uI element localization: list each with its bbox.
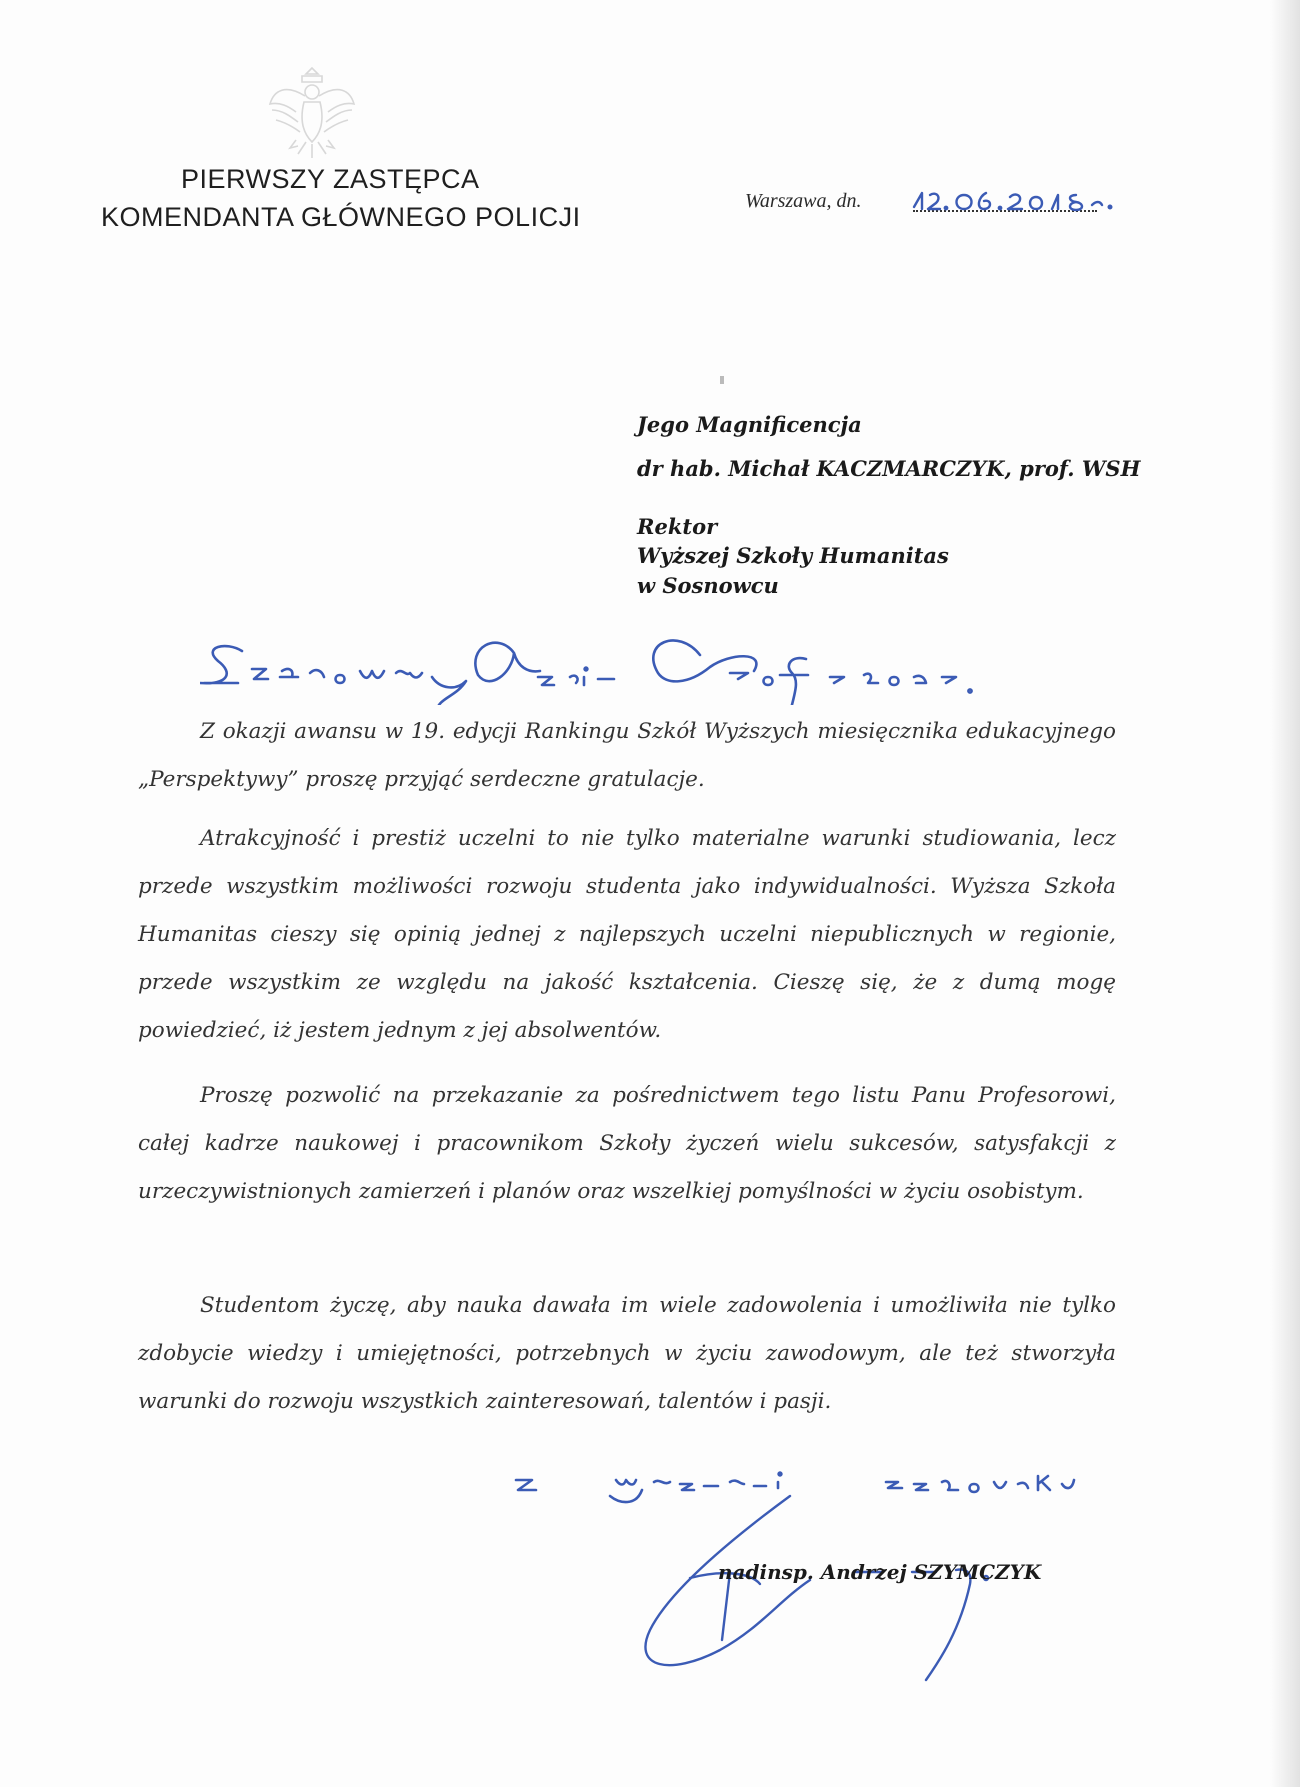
recipient-city: w Sosnowcu <box>637 573 779 598</box>
date-label: Warszawa, dn. <box>745 190 862 212</box>
paragraph-3-text: Proszę pozwolić na przekazanie za pośrednictwem tego listu Panu Profesorowi, całej kadrze naukowej i pracownikom Szkoły życzeń wielu sukcesów, satysfakcji z urzeczywistnionych zamierzeń i planów oraz wszelkiej pomyślności w życiu osobistym. <box>138 1083 1116 1204</box>
paragraph-4 <box>138 1282 1116 1426</box>
paragraph-1 <box>138 708 1116 804</box>
signatory-name: nadinsp. Andrzej SZYMCZYK <box>718 1560 1042 1584</box>
recipient-name: dr hab. Michał KACZMARCZYK, prof. WSH <box>637 456 1141 481</box>
handwritten-date <box>906 183 1136 219</box>
eagle-crest-icon <box>266 62 358 162</box>
paragraph-2-text: Atrakcyjność i prestiż uczelni to nie tylko materialne warunki studiowania, lecz przede wszystkim możliwości rozwoju studenta jako indywidualności. Wyższa Szkoła Humanitas cieszy się opinią jednej z najlepszych uczelni niepublicznych w regionie, przede wszystkim ze względu na jakość kształcenia. Cieszę się, że z dumą mogę powiedzieć, iż jestem jednym z jej absolwentów. <box>138 826 1116 1043</box>
scan-edge-shadow <box>1270 0 1300 1787</box>
paragraph-4-text: Studentom życzę, aby nauka dawała im wiele zadowolenia i umożliwiła nie tylko zdobycie wiedzy i umiejętności, potrzebnych w życiu zawodowym, ale też stworzyła warunki do rozwoju wszystkich zainteresowań, talentów i pasji. <box>138 1293 1116 1414</box>
paragraph-1-text: Z okazji awansu w 19. edycji Rankingu Szkół Wyższych miesięcznika edukacyjnego „Perspektywy” proszę przyjąć serdeczne gratulacje. <box>138 719 1116 792</box>
scan-speck <box>720 376 724 384</box>
recipient-position: Rektor <box>637 514 718 539</box>
recipient-title: Jego Magnificencja <box>637 412 862 437</box>
handwritten-greeting <box>200 615 1100 705</box>
letterhead-line-2: KOMENDANTA GŁÓWNEGO POLICJI <box>101 202 581 232</box>
signature <box>610 1480 1100 1690</box>
paragraph-2 <box>138 815 1116 1055</box>
letterhead-line-1: PIERWSZY ZASTĘPCA <box>181 164 480 194</box>
recipient-institution: Wyższej Szkoły Humanitas <box>637 543 949 568</box>
paragraph-3 <box>138 1072 1116 1216</box>
